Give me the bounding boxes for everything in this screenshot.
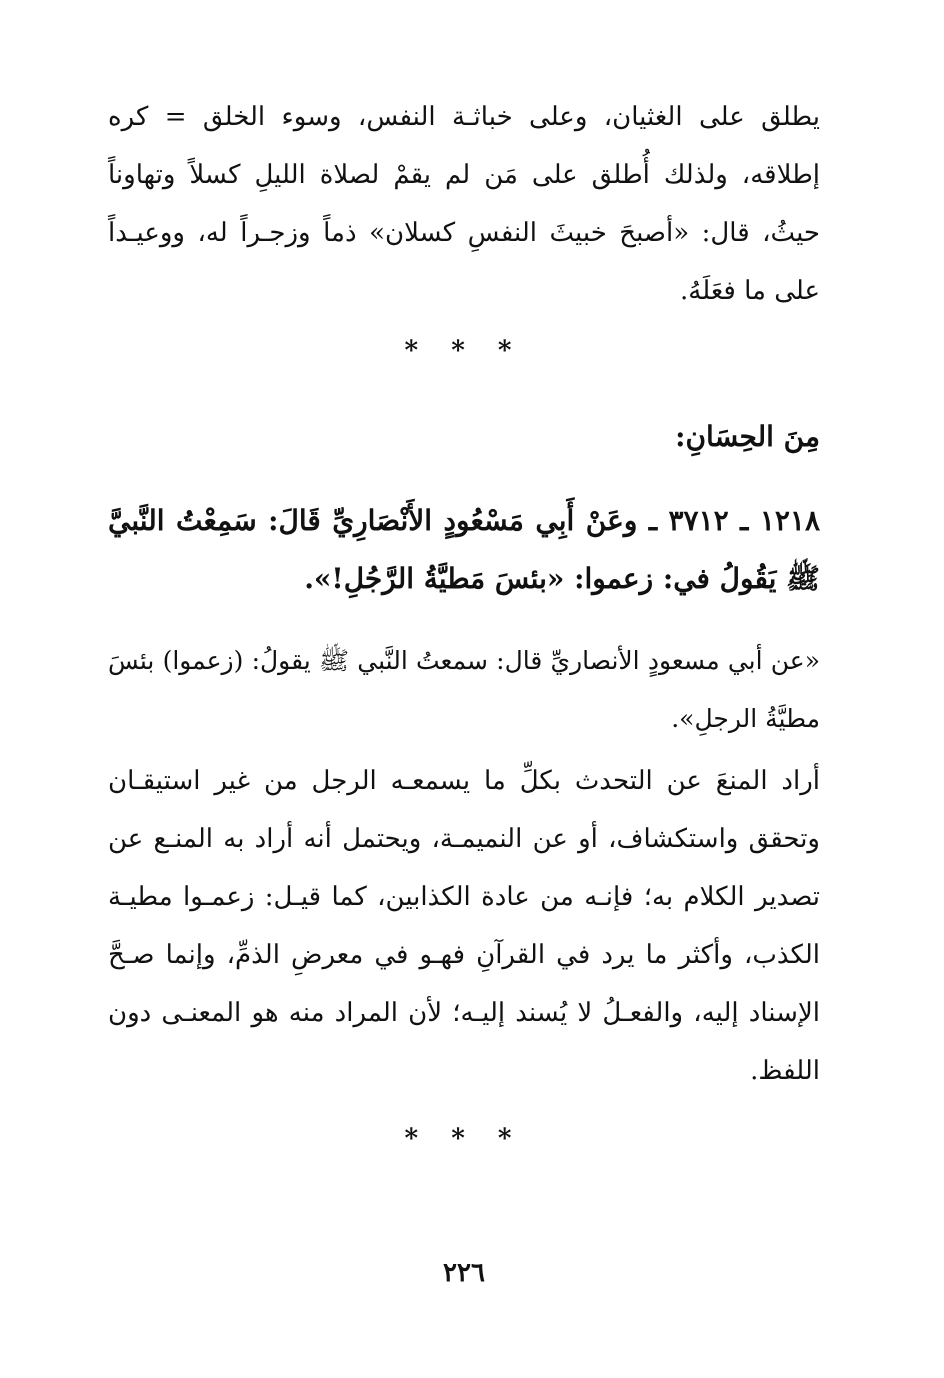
separator-stars-1: * * * — [404, 336, 524, 366]
hadith-text: ١٢١٨ ـ ٣٧١٢ ـ وعَنْ أَبِي مَسْعُودٍ الأَنْصَارِيِّ قَالَ: سَمِعْتُ النَّبيَّ ﷺ يَقُولُ في: زعموا: «بئسَ مَطيَّةُ الرَّجُلِ!». — [108, 504, 820, 595]
separator-stars-2: * * * — [404, 1124, 524, 1154]
paragraph-1: يطلق على الغثيان، وعلى خباثـة النفس، وسوء الخلق = كره إطلاقه، ولذلك أُطلق على مَن لم يقمْ لصلاة الليلِ كسلاً وتهاوناً حيثُ، قال: «أصبحَ خبيثَ النفسِ كسلان» ذماً وزجـراً له، ووعيـداً على ما فعَلَهُ. — [108, 102, 820, 306]
book-page — [108, 0, 820, 1378]
commentary-paragraph: أراد المنعَ عن التحدث بكلِّ ما يسمعـه الرجل من غير استيقـان وتحقق واستكشاف، أو عن النميمـة، ويحتمل أنه أراد به المنـع عن تصدير الكلام به؛ فإنـه من عادة الكذابين، كما قيـل: زعمـوا مطيـة الكذب، وأكثر ما يرد في القرآنِ فهـو في معرضِ الذمِّ، وإنما صـحَّ الإسناد إليه، والفعـلُ لا يُسند إليـه؛ لأن المراد منه هو المعنـى دون اللفظ. — [108, 766, 820, 1086]
page-number: ٢٢٦ — [443, 1258, 485, 1288]
section-heading: مِنَ الحِسَانِ: — [675, 420, 820, 453]
quoted-matn: «عن أبي مسعودٍ الأنصاريِّ قال: سمعتُ النَّبي ﷺ يقولُ: (زعموا) بئسَ مطيَّةُ الرجلِ». — [108, 646, 820, 733]
